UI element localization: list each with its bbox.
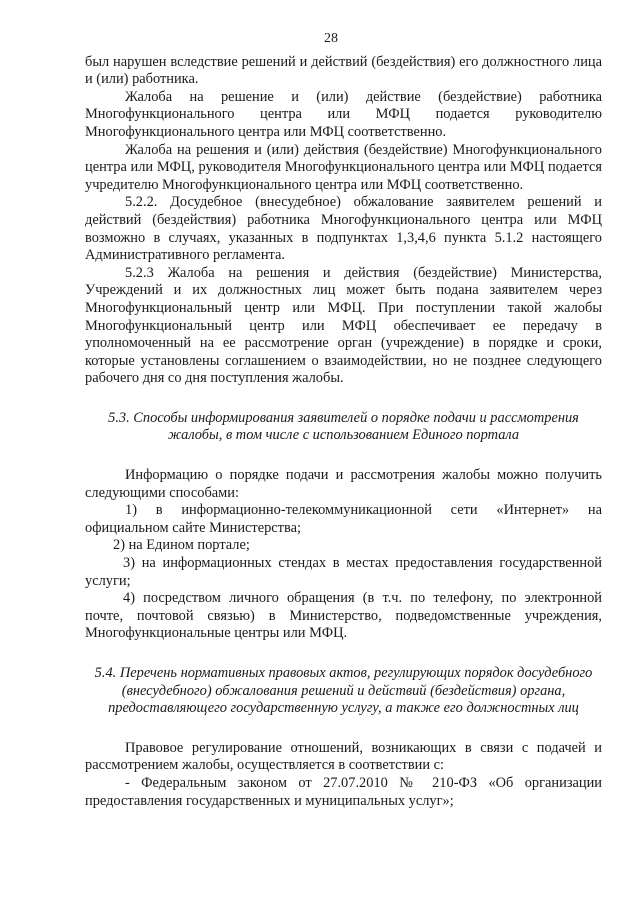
list-item: 3) на информационных стендах в местах предоставления государственной услуги;: [85, 555, 602, 589]
list-item: 4) посредством личного обращения (в т.ч. по телефону, по электронной почте, почтовой связью) в Министерство, подведомственные учреждения, Многофункциональные центры или МФЦ.: [85, 590, 602, 642]
section-5-4-intro: Правовое регулирование отношений, возникающих в связи с подачей и рассмотрением жалобы, осуществляется в соответствии с:: [85, 739, 602, 774]
list-item: 2) на Едином портале;: [113, 537, 250, 554]
paragraph-5-2-3: 5.2.3 Жалоба на решения и действия (бездействие) Министерства, Учреждений и их должностных лиц может быть подана заявителем через Многофункциональный центр или МФЦ. При поступлении такой жалобы Многофункциональный центр или МФЦ обеспечивает ее передачу в уполномоченный на ее рассмотрение орган (учреждение) в порядке и сроки, которые установлены соглашением о взаимодействии, но не позднее следующего рабочего дня со дня поступления жалобы.: [85, 264, 602, 387]
paragraph-complaint-worker: Жалоба на решение и (или) действие (бездействие) работника Многофункционального центра или МФЦ подается руководителю Многофункционального центра или МФЦ соответственно.: [85, 88, 602, 140]
list-item: - Федеральным законом от 27.07.2010 № 210-ФЗ «Об организации предоставления государственных и муниципальных услуг»;: [85, 774, 602, 809]
paragraph-complaint-center: Жалоба на решения и (или) действия (бездействие) Многофункционального центра или МФЦ, руководителя Многофункционального центра или МФЦ подается учредителю Многофункционального центра или МФЦ соответственно.: [85, 141, 602, 193]
paragraph-5-2-2: 5.2.2. Досудебное (внесудебное) обжалование заявителем решений и действий (бездействия) работника Многофункционального центра или МФЦ возможно в случаях, указанных в подпунктах 1,3,4,6 пункта 5.1.2 настоящего Административного регламента.: [85, 194, 602, 264]
section-heading-5-3: 5.3. Способы информирования заявителей о порядке подачи и рассмотрения жалобы, в том числе с использованием Единого портала: [108, 409, 579, 444]
section-5-3-intro: Информацию о порядке подачи и рассмотрения жалобы можно получить следующими способами:: [85, 467, 602, 501]
page-number: 28: [324, 31, 338, 46]
paragraph-continuation: был нарушен вследствие решений и действий (бездействия) его должностного лица и (или) работника.: [85, 53, 602, 88]
section-heading-5-4: 5.4. Перечень нормативных правовых актов, регулирующих порядок досудебного (внесудебного) обжалования решений и действий (бездействия) органа, предоставляющего государственную услугу, а также его должностных лиц: [94, 665, 593, 717]
list-item: 1) в информационно-телекоммуникационной сети «Интернет» на официальном сайте Министерства;: [85, 502, 602, 536]
